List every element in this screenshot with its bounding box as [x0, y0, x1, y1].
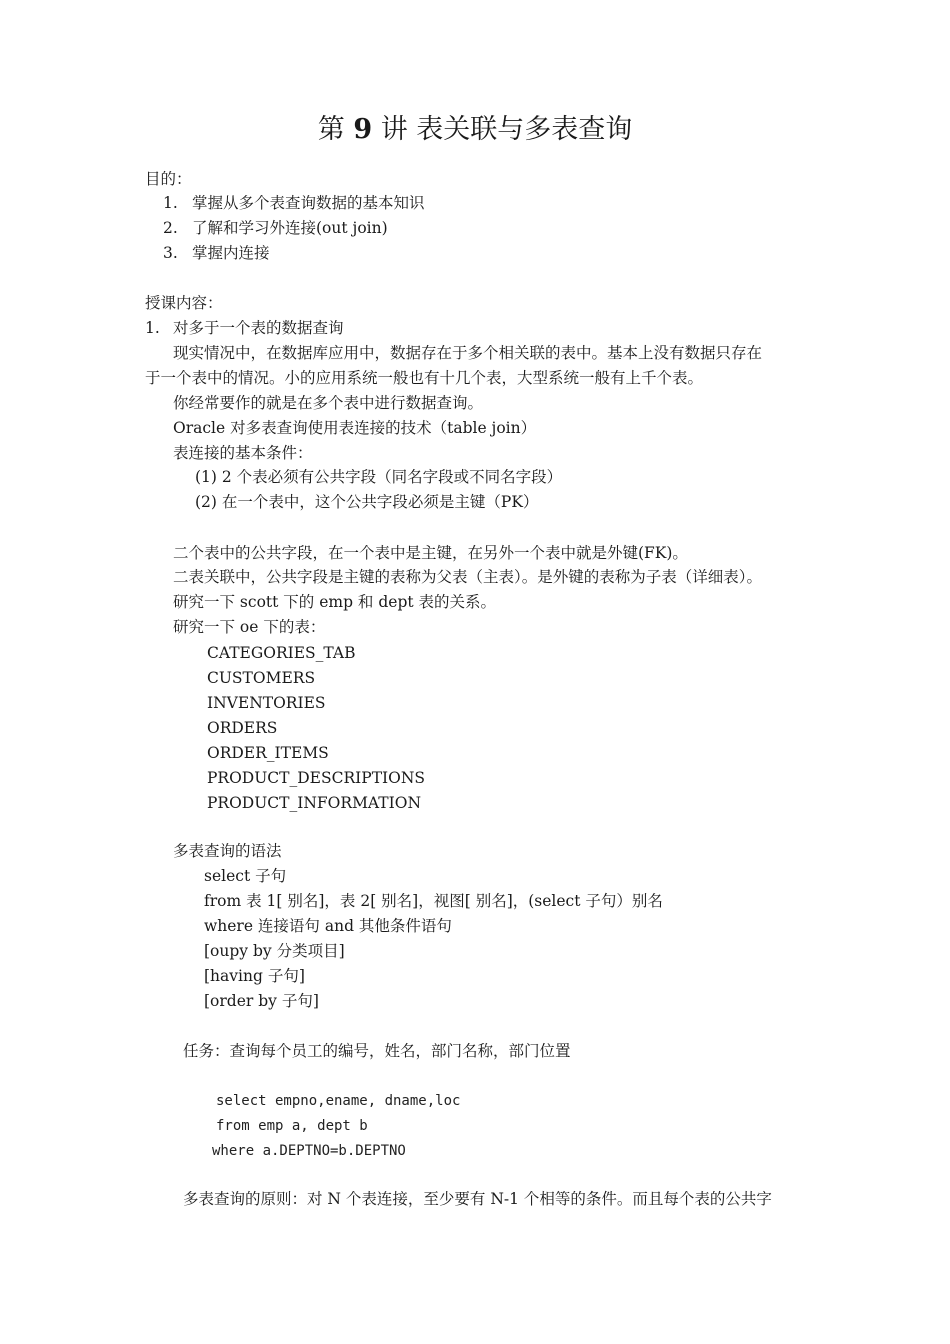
goal-text: 掌握内连接 [192, 244, 270, 262]
section-title: 对多于一个表的数据查询 [173, 319, 344, 337]
paragraph: Oracle 对多表查询使用表连接的技术（table join） [173, 419, 537, 437]
code-line: where a.DEPTNO=b.DEPTNO [212, 1143, 406, 1159]
paragraph: 二个表中的公共字段，在一个表中是主键，在另外一个表中就是外键(FK)。 [173, 544, 688, 562]
goal-number: 2. [163, 219, 178, 237]
syntax-line: where 连接语句 and 其他条件语句 [204, 917, 452, 935]
syntax-line: [having 子句] [204, 967, 305, 985]
paragraph-line: 现实情况中，在数据库应用中，数据存在于多个相关联的表中。基本上没有数据只存在 [173, 344, 763, 362]
syntax-line: select 子句 [204, 867, 287, 885]
table-name-item: PRODUCT_DESCRIPTIONS [207, 769, 426, 787]
paragraph: 二表关联中，公共字段是主键的表称为父表（主表）。是外键的表称为子表（详细表）。 [173, 568, 763, 586]
principle-text: 多表查询的原则：对 N 个表连接，至少要有 N-1 个相等的条件。而且每个表的公共字 [183, 1190, 772, 1208]
goal-number: 3. [163, 244, 178, 262]
goal-number: 1. [163, 194, 178, 212]
syntax-line: [oupy by 分类项目] [204, 942, 345, 960]
syntax-line: [order by 子句] [204, 992, 319, 1010]
table-name-item: PRODUCT_INFORMATION [207, 794, 422, 812]
title-prefix: 第 [317, 114, 354, 145]
table-name-item: INVENTORIES [207, 694, 326, 712]
condition-item: (1) 2 个表必须有公共字段（同名字段或不同名字段） [195, 468, 563, 486]
paragraph-line: 于一个表中的情况。小的应用系统一般也有十几个表，大型系统一般有上千个表。 [145, 369, 704, 387]
syntax-line: from 表 1[ 别名]，表 2[ 别名]，视图[ 别名]，(select 子句）别名 [204, 892, 663, 910]
content-heading: 授课内容： [145, 294, 223, 312]
condition-item: (2) 在一个表中，这个公共字段必须是主键（PK） [195, 493, 539, 511]
table-name-item: ORDERS [207, 719, 278, 737]
title-number: 9 [353, 114, 373, 145]
paragraph: 你经常要作的就是在多个表中进行数据查询。 [173, 394, 484, 412]
table-name-item: CATEGORIES_TAB [207, 644, 356, 662]
table-name-item: ORDER_ITEMS [207, 744, 329, 762]
paragraph: 研究一下 scott 下的 emp 和 dept 表的关系。 [173, 593, 497, 611]
title-suffix: 讲 表关联与多表查询 [372, 114, 633, 145]
page-title [0, 112, 950, 148]
goal-text: 了解和学习外连接(out join) [192, 219, 388, 237]
table-name-item: CUSTOMERS [207, 669, 316, 687]
goals-heading: 目的： [145, 170, 192, 188]
code-line: select empno,ename, dname,loc [216, 1093, 461, 1109]
paragraph: 表连接的基本条件： [173, 444, 313, 462]
code-line: from emp a, dept b [216, 1118, 368, 1134]
paragraph: 研究一下 oe 下的表： [173, 618, 326, 636]
section-number: 1. [145, 319, 160, 337]
goal-text: 掌握从多个表查询数据的基本知识 [192, 194, 425, 212]
task-text: 任务：查询每个员工的编号，姓名，部门名称，部门位置 [183, 1042, 571, 1060]
syntax-heading: 多表查询的语法 [173, 842, 282, 860]
